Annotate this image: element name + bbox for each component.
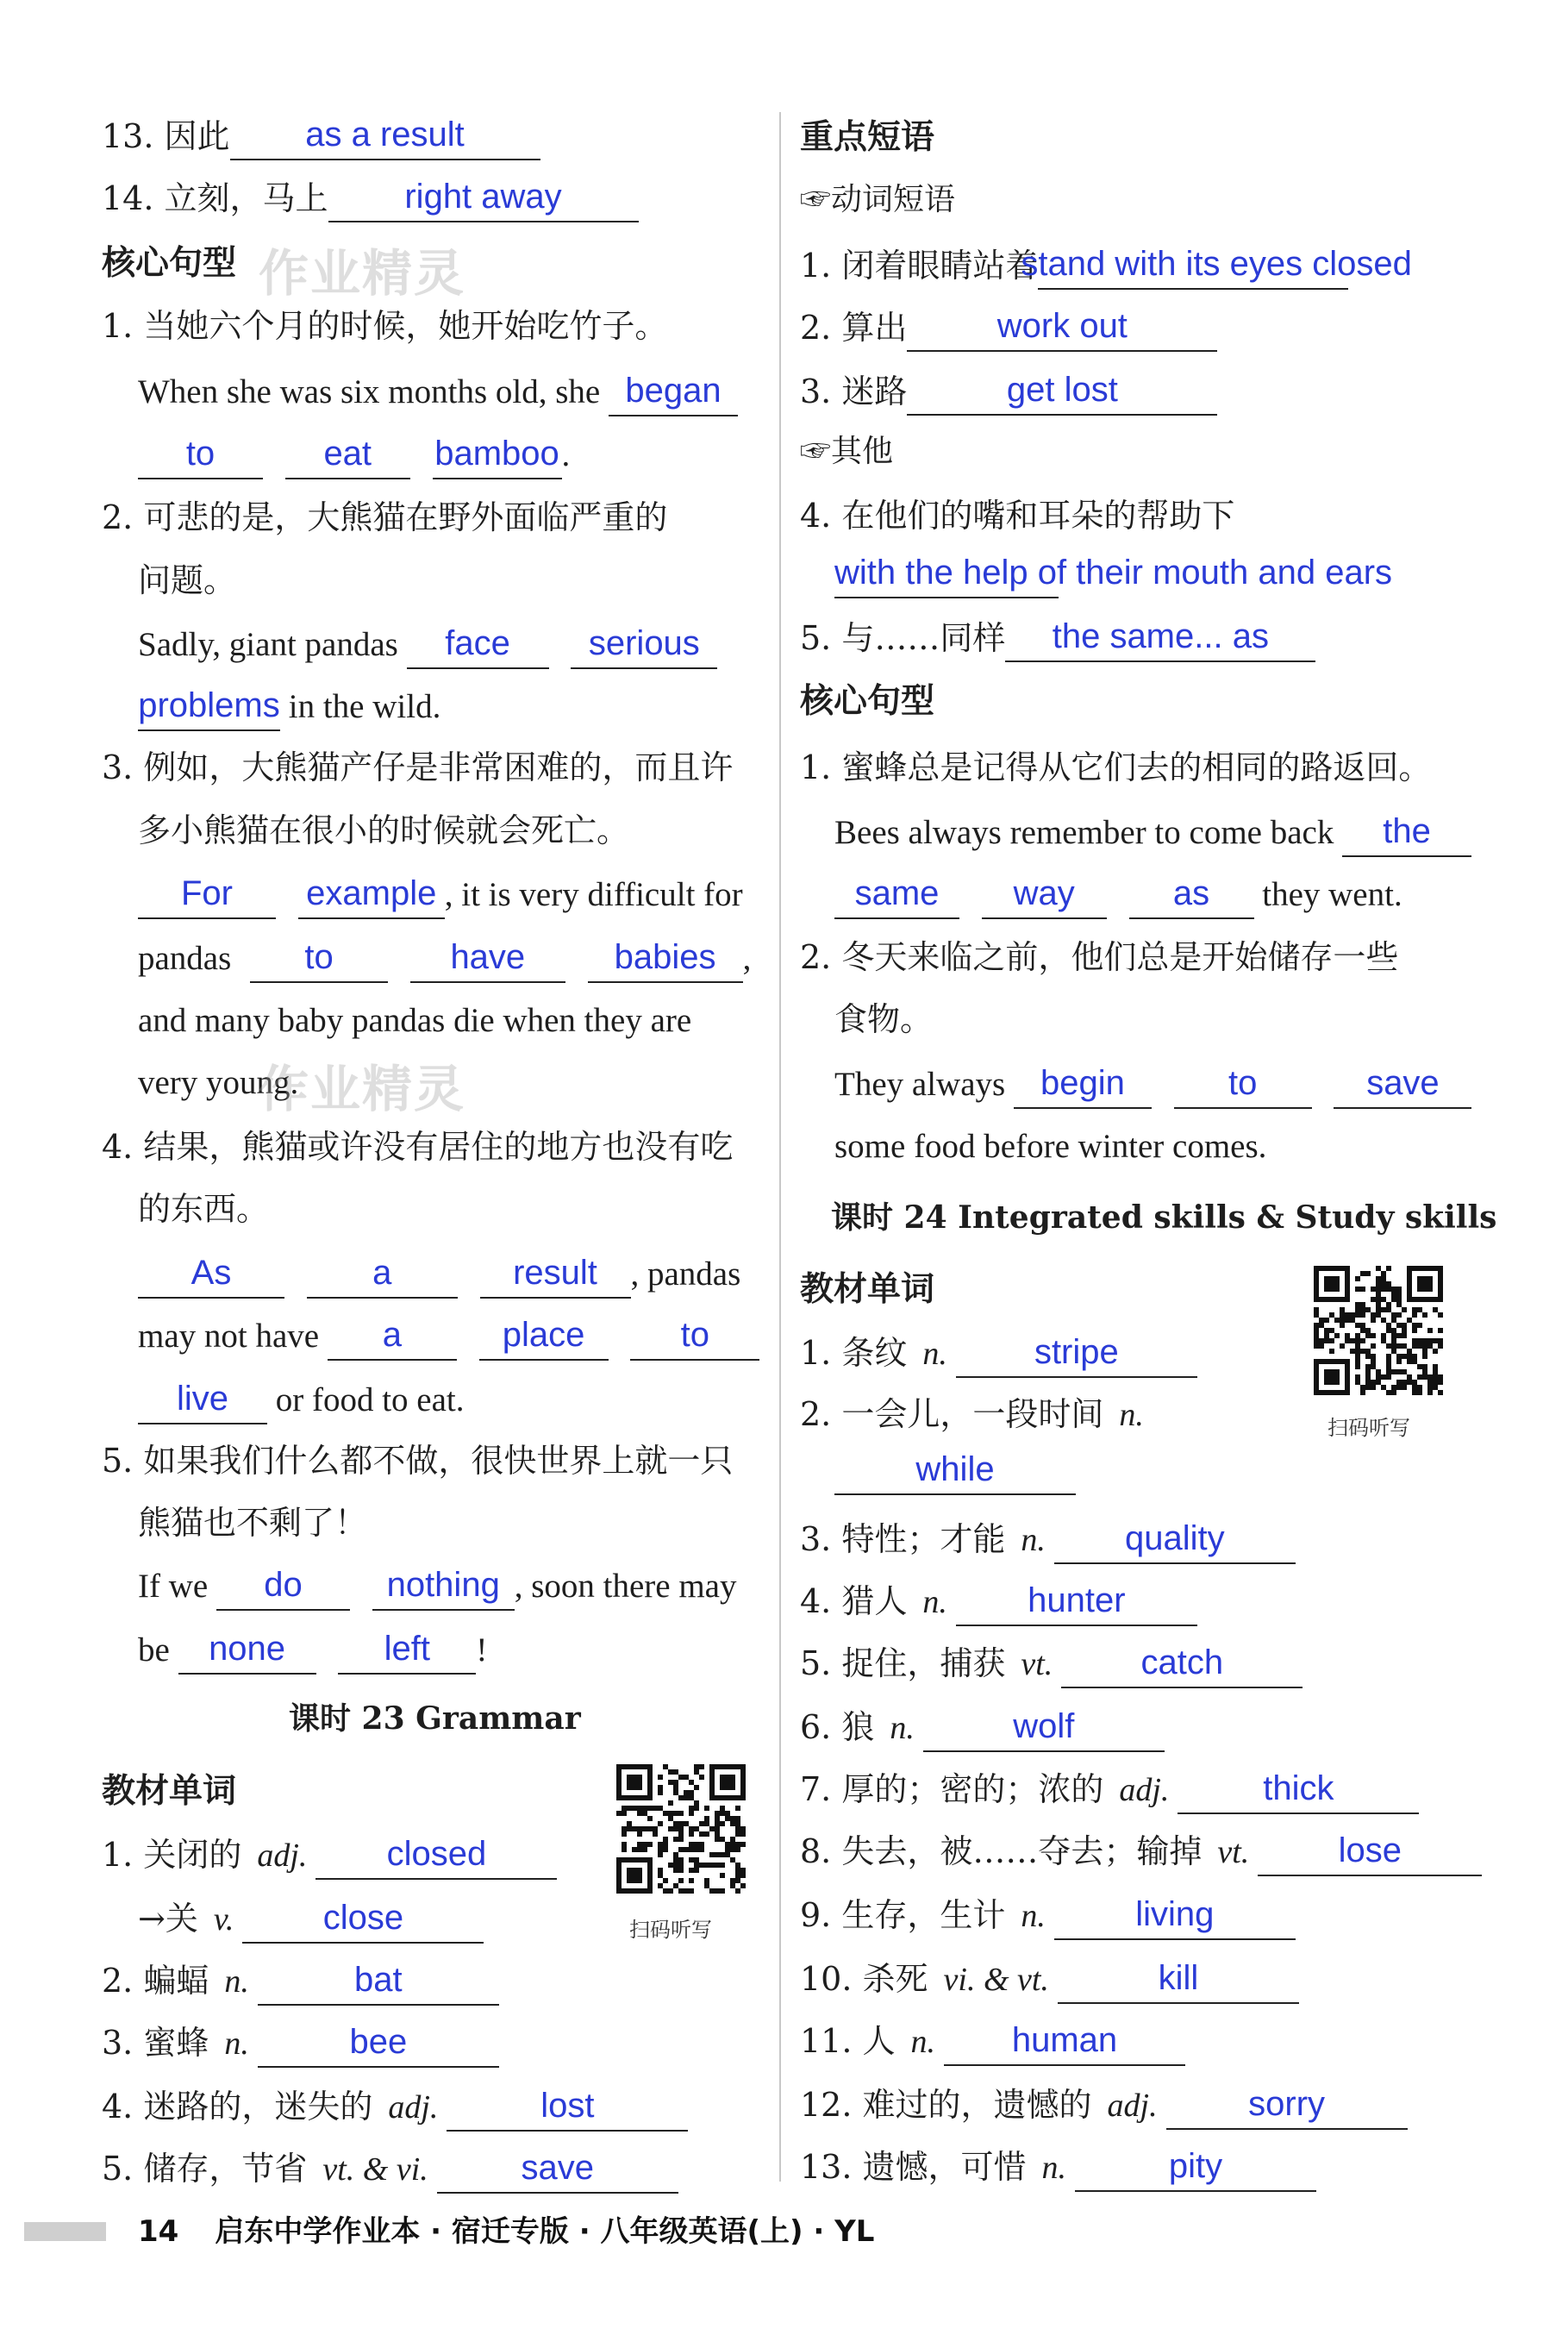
word-label: 1. 条纹 [800, 1334, 908, 1372]
sentence-3-en-line2 [138, 933, 751, 981]
answer-blank [138, 1249, 284, 1299]
key-sentences-heading: 核心句型 [102, 244, 237, 283]
answer-blank [834, 1445, 1076, 1495]
answer-blank [1058, 1954, 1299, 2004]
answer-blank [178, 1625, 316, 1675]
answer-text: begin [1040, 1064, 1125, 1102]
answer-blank [571, 619, 717, 669]
word-label: 12. 难过的，遗憾的 [800, 2086, 1092, 2124]
answer-text: save [1366, 1064, 1440, 1102]
answer-text: same [854, 874, 940, 912]
word-item [800, 2016, 1185, 2064]
word-item [800, 2142, 1316, 2190]
answer-text: to [185, 435, 216, 473]
word-label: 9. 生存，生计 [800, 1896, 1006, 1934]
answer-blank [1005, 612, 1315, 662]
answer-blank [138, 1374, 267, 1424]
phrase-label: 2. 算出 [800, 309, 908, 347]
answer-text: catch [1140, 1643, 1224, 1681]
sentence-text: Bees always remember to come back [834, 814, 1334, 851]
sentence-text: they went. [1262, 876, 1402, 913]
answer-blank [1061, 1638, 1303, 1688]
answer-text: bamboo [434, 435, 559, 473]
answer-blank [1054, 1514, 1296, 1564]
answer-blank [1054, 1890, 1296, 1940]
sentence-3-en-line4: very young. [138, 1064, 299, 1101]
word-label: 3. 特性；才能 [800, 1520, 1006, 1558]
word-item [102, 2144, 678, 2192]
word-item [800, 1514, 1296, 1562]
word-item-answer [834, 1445, 1076, 1493]
sentence-5-zh-line2: 熊猫也不剩了！ [138, 1504, 368, 1542]
answer-blank [138, 869, 276, 919]
answer-text: quality [1125, 1519, 1225, 1557]
word-item [800, 1328, 1197, 1376]
answer-text: As [191, 1254, 232, 1292]
answer-blank [285, 429, 410, 479]
word-item [800, 1638, 1303, 1687]
answer-blank [609, 366, 738, 416]
sentence-text: in the wild. [288, 688, 441, 725]
sentence-2-zh: 2. 冬天来临之前，他们总是开始储存一些 [800, 938, 1399, 976]
answer-blank [1334, 1059, 1471, 1109]
answer-text: close [322, 1899, 404, 1937]
sentence-5-en [138, 1561, 736, 1609]
answer-blank [328, 172, 639, 222]
answer-text: began [625, 372, 722, 410]
answer-text: thick [1263, 1769, 1334, 1807]
answer-blank [834, 869, 959, 919]
sentence-4-en-line2 [138, 1311, 759, 1359]
answer-blank [480, 1249, 631, 1299]
answer-blank [1014, 1059, 1152, 1109]
answer-text: babies [614, 938, 716, 976]
sentence-text: ! [476, 1631, 488, 1668]
sentence-3-zh: 3. 例如，大熊猫产仔是非常困难的，而且许 [102, 748, 734, 786]
sentence-text: may not have [138, 1318, 320, 1355]
vocab-label: 13. 因此 [102, 117, 230, 155]
answer-text: have [450, 938, 526, 976]
answer-text: a [372, 1254, 392, 1292]
word-label: 4. 猎人 [800, 1582, 908, 1620]
answer-text: none [209, 1630, 286, 1668]
sentence-text: or food to eat. [275, 1381, 465, 1418]
sentence-text: , [742, 940, 752, 977]
sentence-text: , soon there may [514, 1568, 737, 1605]
word-item [138, 1894, 484, 1942]
sentence-4-en [138, 1249, 740, 1297]
part-of-speech: adj. [388, 2089, 439, 2126]
sentence-text: Sadly, giant pandas [138, 626, 398, 663]
sentence-text: pandas [138, 940, 232, 977]
word-label: 10. 杀死 [800, 1960, 928, 1998]
answer-blank [956, 1576, 1197, 1626]
sentence-text: , it is very difficult for [444, 876, 743, 913]
sentence-1-en [834, 807, 1471, 855]
answer-text: stand with its eyes closed [1021, 245, 1412, 283]
part-of-speech: n. [922, 1336, 947, 1372]
book-title: 启东中学作业本 · 宿迁专版 · 八年级英语(上) · YL [215, 2214, 875, 2249]
word-label: 4. 迷路的，迷失的 [102, 2088, 373, 2126]
sentence-1-en [138, 366, 738, 415]
answer-text: the [1383, 812, 1431, 850]
answer-blank [1075, 2142, 1316, 2192]
answer-text: the same... as [1052, 617, 1269, 655]
word-item [800, 1826, 1482, 1875]
word-item [800, 2080, 1408, 2128]
answer-text: work out [996, 307, 1128, 345]
answer-text: lose [1338, 1831, 1402, 1869]
answer-text: with the help of their mouth and ears [834, 554, 1393, 592]
answer-text: human [1011, 2021, 1118, 2059]
column-divider [779, 112, 781, 2182]
answer-blank [138, 681, 280, 731]
answer-text: serious [588, 624, 700, 662]
key-sentences-heading: 核心句型 [800, 682, 935, 721]
phrase-4-zh: 4. 在他们的嘴和耳朵的帮助下 [800, 497, 1235, 535]
sentence-4-zh-line2: 的东西。 [138, 1190, 270, 1228]
verb-phrases-subheading: ☞动词短语 [800, 182, 956, 217]
sentence-3-en [138, 869, 743, 917]
answer-blank [1178, 1764, 1419, 1814]
word-label: →关 [138, 1900, 198, 1938]
answer-blank [315, 1830, 557, 1880]
qr-code-image [616, 1764, 746, 1894]
sentence-5-zh: 5. 如果我们什么都不做，很快世界上就一只 [102, 1442, 734, 1480]
part-of-speech: n. [1021, 1898, 1046, 1934]
phrase-item [800, 366, 1217, 414]
answer-blank [298, 869, 445, 919]
answer-blank [250, 933, 388, 983]
footer-decoration-bar [24, 2222, 106, 2241]
word-item [800, 1954, 1299, 2002]
page-footer [138, 2207, 874, 2250]
word-label: 6. 狼 [800, 1708, 875, 1746]
sentence-1-en-line2 [138, 429, 570, 478]
part-of-speech: adj. [257, 1838, 308, 1874]
word-label: 11. 人 [800, 2022, 896, 2060]
part-of-speech: vt. & vi. [322, 2151, 428, 2188]
answer-blank [230, 110, 540, 160]
answer-text: result [513, 1254, 597, 1292]
part-of-speech: n. [1041, 2150, 1067, 2186]
part-of-speech: n. [910, 2024, 936, 2060]
word-item [800, 1890, 1296, 1938]
answer-blank [338, 1625, 476, 1675]
answer-text: bat [354, 1961, 403, 1999]
answer-blank [372, 1561, 515, 1611]
answer-text: hunter [1028, 1581, 1126, 1619]
part-of-speech: n. [224, 2025, 249, 2062]
answer-text: a [382, 1316, 402, 1354]
part-of-speech: n. [1119, 1397, 1144, 1433]
phrase-label: 1. 闭着眼睛站着 [800, 247, 1039, 285]
answer-blank [138, 429, 263, 479]
answer-blank [447, 2082, 688, 2132]
answer-text: nothing [386, 1566, 500, 1604]
answer-text: to [1228, 1064, 1258, 1102]
sentence-3-en-line3: and many baby pandas die when they are [138, 1002, 692, 1039]
answer-blank [1129, 869, 1254, 919]
answer-text: lost [540, 2087, 595, 2125]
answer-blank [328, 1311, 457, 1361]
vocab-item-13 [102, 110, 540, 159]
answer-text: left [384, 1630, 430, 1668]
answer-blank [479, 1311, 609, 1361]
answer-blank [588, 933, 743, 983]
answer-text: while [915, 1450, 995, 1488]
lesson-23-title: 课时 23 Grammar [289, 1700, 581, 1737]
part-of-speech: n. [890, 1710, 915, 1746]
answer-blank [1166, 2080, 1408, 2130]
answer-text: eat [323, 435, 372, 473]
sentence-3-zh-line2: 多小熊猫在很小的时候就会死亡。 [138, 811, 630, 849]
word-label: 8. 失去，被……夺去；输掉 [800, 1832, 1203, 1870]
word-item [800, 1702, 1165, 1750]
answer-text: as [1172, 874, 1210, 912]
answer-text: get lost [1006, 371, 1118, 409]
answer-blank [956, 1328, 1197, 1378]
word-label: 2. 蝙蝠 [102, 1962, 209, 2000]
answer-blank [437, 2144, 678, 2194]
word-label: 7. 厚的；密的；浓的 [800, 1770, 1104, 1808]
answer-text: face [445, 624, 510, 662]
answer-blank [630, 1311, 759, 1361]
answer-text: stripe [1034, 1333, 1119, 1371]
sentence-1-zh: 1. 当她六个月的时候，她开始吃竹子。 [102, 307, 668, 345]
phrase-item [800, 612, 1315, 661]
qr-code-image [1314, 1266, 1443, 1395]
sentence-2-en-line2: some food before winter comes. [834, 1128, 1267, 1165]
others-subheading: ☞其他 [800, 434, 894, 469]
phrase-item [800, 302, 1217, 350]
answer-blank [1342, 807, 1471, 857]
answer-blank [1174, 1059, 1312, 1109]
part-of-speech: vt. [1217, 1834, 1250, 1870]
answer-blank [258, 1956, 499, 2006]
word-label: 3. 蜜蜂 [102, 2024, 209, 2062]
textbook-words-heading: 教材单词 [800, 1270, 935, 1309]
answer-blank [307, 1249, 458, 1299]
watermark: 作业精灵 [259, 244, 466, 303]
key-phrases-heading: 重点短语 [800, 118, 935, 157]
sentence-text: , pandas [630, 1255, 741, 1293]
answer-text: pity [1168, 2147, 1223, 2185]
answer-blank [907, 302, 1217, 352]
part-of-speech: n. [922, 1584, 947, 1620]
answer-blank [407, 619, 549, 669]
sentence-text: . [561, 436, 571, 473]
word-item [800, 1390, 1153, 1438]
answer-text: place [502, 1316, 585, 1354]
phrase-label: 3. 迷路 [800, 373, 908, 410]
answer-text: For [181, 874, 233, 912]
answer-text: save [521, 2149, 594, 2187]
qr-caption: 扫码听写 [1327, 1416, 1410, 1440]
answer-blank [907, 366, 1217, 416]
answer-text: live [176, 1380, 229, 1418]
answer-blank [944, 2016, 1185, 2066]
sentence-2-zh: 2. 可悲的是，大熊猫在野外面临严重的 [102, 498, 668, 536]
word-label: 1. 关闭的 [102, 1836, 242, 1874]
sentence-5-en-line2 [138, 1625, 487, 1673]
answer-blank [982, 869, 1107, 919]
sentence-2-en [834, 1059, 1471, 1107]
vocab-item-14 [102, 172, 639, 221]
answer-text: right away [404, 178, 562, 216]
answer-blank [923, 1702, 1165, 1752]
answer-text: wolf [1013, 1707, 1075, 1745]
textbook-words-heading: 教材单词 [102, 1772, 237, 1811]
answer-blank [242, 1894, 484, 1944]
answer-blank [1258, 1826, 1482, 1876]
answer-text: closed [386, 1835, 487, 1873]
sentence-2-zh-line2: 问题。 [138, 561, 237, 599]
word-label: 13. 遗憾，可惜 [800, 2148, 1027, 2186]
part-of-speech: adj. [1119, 1772, 1170, 1808]
answer-text: example [306, 874, 437, 912]
answer-text: sorry [1248, 2085, 1326, 2123]
sentence-2-zh-line2: 食物。 [834, 1000, 934, 1038]
qr-caption: 扫码听写 [629, 1918, 712, 1942]
answer-blank [433, 429, 562, 479]
answer-text: to [304, 938, 334, 976]
sentence-2-en-line2 [138, 681, 440, 729]
part-of-speech: vt. [1021, 1646, 1053, 1682]
answer-blank [1021, 240, 1412, 290]
word-item [800, 1764, 1419, 1812]
sentence-4-en-line3 [138, 1374, 465, 1423]
answer-text: do [264, 1566, 303, 1604]
answer-blank [258, 2018, 499, 2068]
answer-text: problems [138, 686, 280, 724]
sentence-text: When she was six months old, she [138, 373, 601, 410]
phrase-label: 5. 与……同样 [800, 619, 1006, 657]
answer-blank [834, 548, 1393, 598]
word-item [102, 1830, 557, 1878]
word-label: 2. 一会儿，一段时间 [800, 1395, 1104, 1433]
word-label: 5. 储存，节省 [102, 2150, 308, 2188]
part-of-speech: n. [224, 1963, 249, 2000]
answer-text: living [1135, 1895, 1215, 1933]
sentence-text: If we [138, 1568, 209, 1605]
phrase-item [800, 240, 1412, 288]
answer-blank [410, 933, 565, 983]
word-item [102, 2082, 688, 2130]
qr-code[interactable] [1314, 1266, 1443, 1395]
part-of-speech: n. [1021, 1522, 1046, 1558]
sentence-text: They always [834, 1066, 1006, 1103]
word-item [102, 2018, 499, 2066]
part-of-speech: vi. & vt. [943, 1962, 1049, 1998]
page-number: 14 [138, 2214, 179, 2249]
part-of-speech: v. [213, 1901, 234, 1938]
sentence-4-zh: 4. 结果，熊猫或许没有居住的地方也没有吃 [102, 1128, 734, 1166]
word-item [800, 1576, 1197, 1625]
word-item [102, 1956, 499, 2004]
phrase-4-answer-line [834, 548, 1393, 597]
answer-text: as a result [305, 116, 465, 153]
answer-text: kill [1158, 1959, 1199, 1997]
answer-text: way [1013, 874, 1075, 912]
vocab-label: 14. 立刻，马上 [102, 179, 328, 217]
sentence-2-en [138, 619, 717, 667]
sentence-1-zh: 1. 蜜蜂总是记得从它们去的相同的路返回。 [800, 748, 1432, 786]
word-label: 5. 捉住，捕获 [800, 1644, 1006, 1682]
answer-text: bee [349, 2023, 408, 2061]
lesson-24-title: 课时 24 Integrated skills & Study skills [831, 1199, 1497, 1236]
sentence-text: be [138, 1631, 170, 1668]
answer-text: to [680, 1316, 710, 1354]
answer-blank [216, 1561, 350, 1611]
sentence-1-en-line2 [834, 869, 1402, 917]
watermark: 作业精灵 [259, 1060, 466, 1118]
part-of-speech: adj. [1107, 2088, 1158, 2124]
qr-code[interactable] [616, 1764, 746, 1894]
